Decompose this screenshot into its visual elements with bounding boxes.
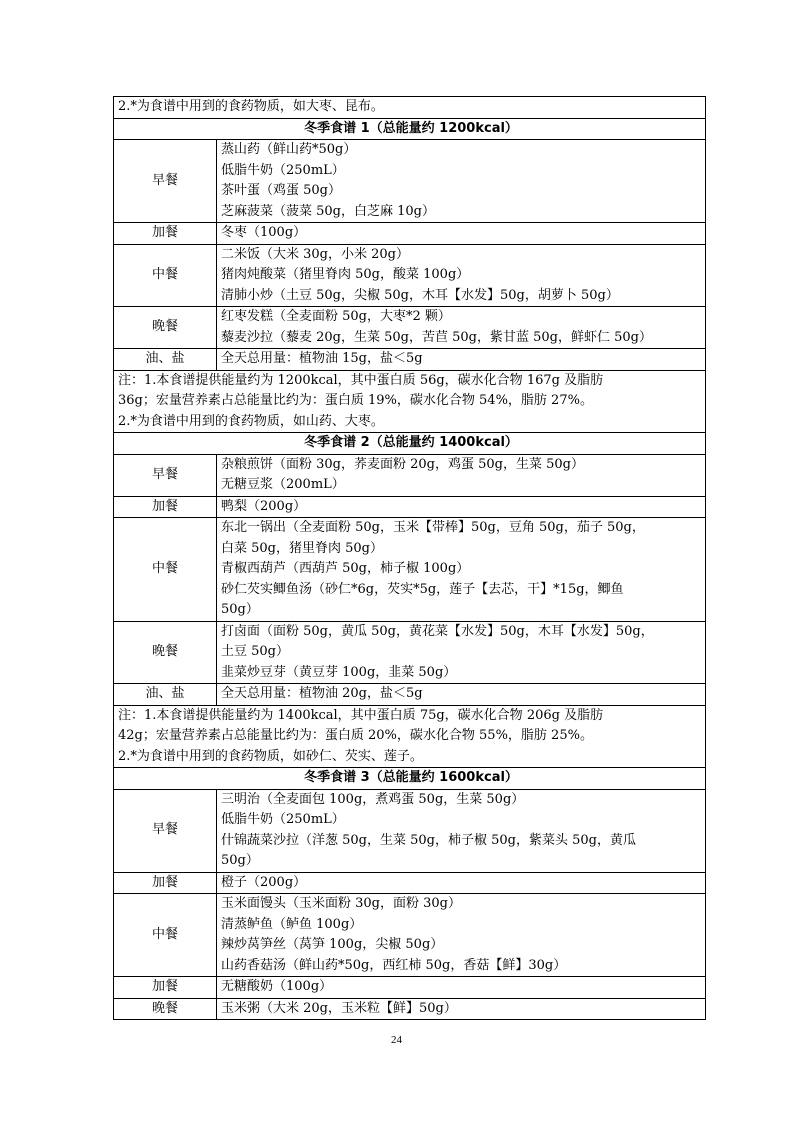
meal-item: 50g） — [221, 853, 259, 868]
meal-items — [217, 140, 706, 223]
meal-row — [114, 307, 706, 349]
plan-title-row — [114, 768, 706, 790]
meal-name: 油、盐 — [114, 349, 217, 371]
meal-item: 清蒸鲈鱼（鲈鱼 100g） — [221, 916, 363, 932]
note-line: 注：1.本食谱提供能量约为 1400kcal，其中蛋白质 75g，碳水化合物 206g 及脂肪 — [118, 707, 604, 723]
meal-item: 什锦蔬菜沙拉（洋葱 50g，生菜 50g，柿子椒 50g，紫菜头 50g，黄瓜 — [221, 832, 636, 848]
plan-title-row — [114, 433, 706, 455]
meal-items — [217, 223, 706, 245]
meal-name: 加餐 — [114, 977, 217, 999]
meal-item: 全天总用量：植物油 15g，盐＜5g — [221, 351, 423, 366]
meal-item: 红枣发糕（全麦面粉 50g，大枣*2 颗） — [221, 309, 451, 324]
meal-name: 早餐 — [114, 789, 217, 872]
meal-items — [217, 454, 706, 496]
meal-items — [217, 307, 706, 349]
meal-item: 土豆 50g） — [221, 644, 289, 659]
meal-item: 50g） — [221, 602, 259, 617]
plan-notes-row — [114, 705, 706, 768]
meal-row — [114, 872, 706, 894]
meal-name: 中餐 — [114, 518, 217, 622]
meal-item: 清肺小炒（土豆 50g，尖椒 50g，木耳【水发】50g，胡萝卜 50g） — [221, 287, 619, 303]
meal-item: 白菜 50g，猪里脊肉 50g） — [221, 540, 383, 556]
meal-row — [114, 140, 706, 223]
meal-row — [114, 518, 706, 622]
meal-item: 玉米粥（大米 20g，玉米粒【鲜】50g） — [221, 1000, 457, 1016]
meal-row — [114, 349, 706, 371]
meal-item: 猪肉炖酸菜（猪里脊肉 50g，酸菜 100g） — [221, 267, 470, 282]
page-number: 24 — [391, 1034, 402, 1046]
meal-items — [217, 518, 706, 622]
top-note-cell — [114, 97, 706, 119]
note-line: 36g；宏量营养素占总能量比约为：蛋白质 19%，碳水化合物 54%，脂肪 27%。 — [118, 393, 593, 408]
recipe-table — [113, 96, 706, 1020]
meal-item: 山药香菇汤（鲜山药*50g，西红柿 50g，香菇【鲜】30g） — [221, 957, 567, 973]
meal-item: 二米饭（大米 30g，小米 20g） — [221, 246, 409, 262]
meal-items — [217, 244, 706, 307]
note-line: 42g；宏量营养素占总能量比约为：蛋白质 20%，碳水化合物 55%，脂肪 25%。 — [118, 728, 593, 743]
meal-row — [114, 894, 706, 977]
meal-name: 晚餐 — [114, 621, 217, 684]
meal-row — [114, 998, 706, 1020]
plan-notes-row — [114, 370, 706, 433]
meal-items — [217, 621, 706, 684]
meal-row — [114, 621, 706, 684]
meal-item: 韭菜炒豆芽（黄豆芽 100g，韭菜 50g） — [221, 664, 457, 680]
meal-items — [217, 894, 706, 977]
meal-item: 低脂牛奶（250mL） — [221, 812, 345, 827]
top-note-line: 2.*为食谱中用到的食药物质，如大枣、昆布。 — [118, 99, 384, 114]
meal-item: 辣炒莴笋丝（莴笋 100g，尖椒 50g） — [221, 937, 444, 952]
plan-title: 冬季食谱 2（总能量约 1400kcal） — [114, 433, 706, 455]
plan-title-row — [114, 118, 706, 140]
meal-item: 低脂牛奶（250mL） — [221, 162, 345, 178]
meal-name: 油、盐 — [114, 684, 217, 706]
meal-row — [114, 223, 706, 245]
plan-title: 冬季食谱 1（总能量约 1200kcal） — [114, 118, 706, 140]
note-line: 2.*为食谱中用到的食药物质，如砂仁、芡实、莲子。 — [118, 748, 423, 764]
meal-item: 橙子（200g） — [221, 874, 307, 890]
meal-name: 中餐 — [114, 244, 217, 307]
meal-name: 晚餐 — [114, 998, 217, 1020]
meal-item: 砂仁芡实鲫鱼汤（砂仁*6g，芡实*5g，莲子【去芯，干】*15g，鲫鱼 — [221, 581, 624, 597]
meal-items — [217, 998, 706, 1020]
meal-item: 藜麦沙拉（藜麦 20g，生菜 50g，苦苣 50g，紫甘蓝 50g，鲜虾仁 50g） — [221, 329, 652, 345]
meal-row — [114, 244, 706, 307]
meal-name: 加餐 — [114, 872, 217, 894]
meal-item: 芝麻菠菜（菠菜 50g，白芝麻 10g） — [221, 203, 435, 219]
plan-title: 冬季食谱 3（总能量约 1600kcal） — [114, 768, 706, 790]
note-line: 2.*为食谱中用到的食药物质，如山药、大枣。 — [118, 413, 384, 429]
meal-item: 无糖豆浆（200mL） — [221, 477, 345, 492]
plan-notes — [114, 370, 706, 433]
meal-items — [217, 872, 706, 894]
meal-item: 鸭梨（200g） — [221, 498, 307, 514]
meal-name: 早餐 — [114, 454, 217, 496]
meal-item: 茶叶蛋（鸡蛋 50g） — [221, 183, 341, 198]
meal-item: 打卤面（面粉 50g，黄瓜 50g，黄花菜【水发】50g，木耳【水发】50g， — [221, 623, 654, 639]
meal-item: 杂粮煎饼（面粉 30g，荞麦面粉 20g，鸡蛋 50g，生菜 50g） — [221, 456, 584, 472]
meal-name: 晚餐 — [114, 307, 217, 349]
meal-items — [217, 684, 706, 706]
meal-name: 加餐 — [114, 496, 217, 518]
meal-row — [114, 684, 706, 706]
meal-item: 玉米面馒头（玉米面粉 30g，面粉 30g） — [221, 896, 461, 911]
meal-row — [114, 977, 706, 999]
meal-items — [217, 349, 706, 371]
meal-items — [217, 977, 706, 999]
meal-item: 冬枣（100g） — [221, 225, 307, 240]
meal-item: 无糖酸奶（100g） — [221, 979, 333, 994]
meal-row — [114, 789, 706, 872]
meal-name: 加餐 — [114, 223, 217, 245]
meal-items — [217, 789, 706, 872]
note-line: 注：1.本食谱提供能量约为 1200kcal，其中蛋白质 56g，碳水化合物 167g 及脂肪 — [118, 372, 604, 388]
meal-items — [217, 496, 706, 518]
meal-row — [114, 496, 706, 518]
meal-row — [114, 454, 706, 496]
top-note-row — [114, 97, 706, 119]
meal-item: 青椒西葫芦（西葫芦 50g，柿子椒 100g） — [221, 561, 470, 576]
meal-item: 蒸山药（鲜山药*50g） — [221, 142, 357, 157]
meal-item: 三明治（全麦面包 100g，煮鸡蛋 50g，生菜 50g） — [221, 791, 525, 807]
meal-name: 中餐 — [114, 894, 217, 977]
plan-notes — [114, 705, 706, 768]
meal-name: 早餐 — [114, 140, 217, 223]
recipe-table-body — [114, 97, 706, 1020]
meal-item: 全天总用量：植物油 20g，盐＜5g — [221, 686, 423, 701]
meal-item: 东北一锅出（全麦面粉 50g，玉米【带棒】50g，豆角 50g，茄子 50g， — [221, 520, 645, 535]
